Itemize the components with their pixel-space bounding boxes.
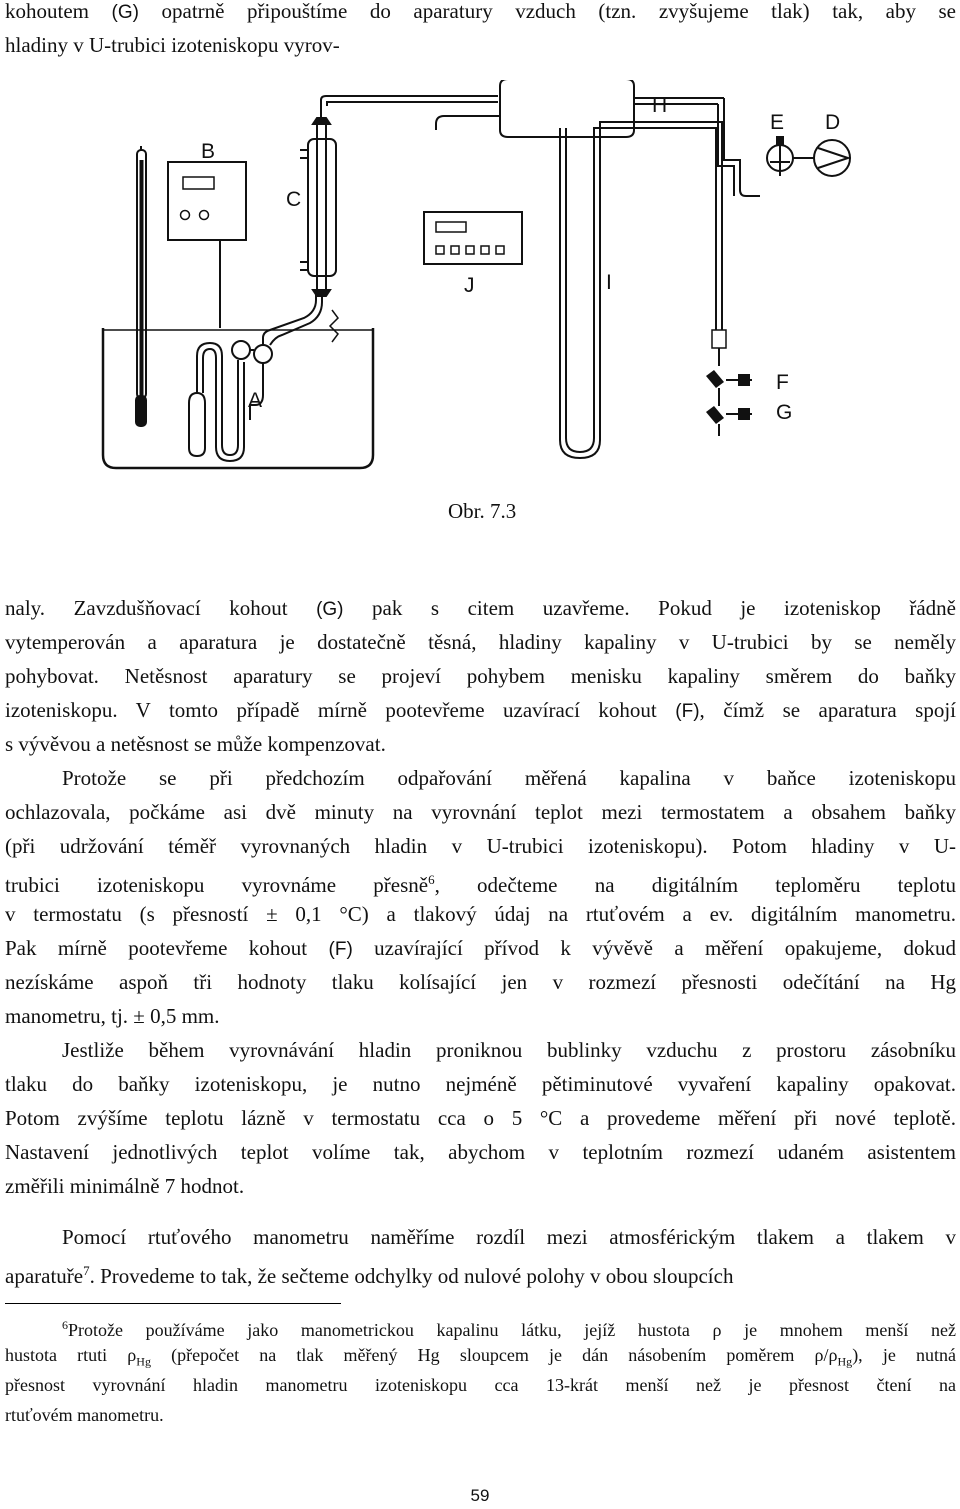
- para1-line-4: izoteniskopu. V tomto případě mírně pootevřeme uzavírací kohout (F), čímž se aparatura spojí: [5, 698, 956, 722]
- footnote-line-3: přesnost vyrovnání hladin manometru izoteniskopu cca 13-krát menší než je přesnost čtení na: [5, 1375, 956, 1395]
- mercury-manometer-i: [560, 122, 722, 458]
- para1-line-5: s vývěvou a netěsnost se může kompenzovat.: [5, 732, 386, 756]
- footnote-line-1: $^6$Protože používáme jako manometrickou kapalinu látku, jejíž hustota ρ je mnohem menší než: [62, 1318, 956, 1340]
- para2-line-6: Pak mírně pootevřeme kohout (F) uzavírající přívod k vývěvě a měření opakujeme, dokud: [5, 936, 956, 960]
- para4-line-1: Pomocí rtuťového manometru naměříme rozdíl mezi atmosférickým tlakem a tlakem v: [62, 1225, 956, 1249]
- label-c: C: [286, 188, 302, 211]
- para3-line-2: tlaku do baňky izoteniskopu, je nutno nejméně pětiminutové vyvaření kapaliny opakovat.: [5, 1072, 956, 1096]
- para2-line-4: trubici izoteniskopu vyrovnáme přesně$^6$, odečteme na digitálním teploměru teplotu: [5, 872, 956, 897]
- label-g: G: [776, 401, 793, 424]
- footnote-rule: [5, 1303, 341, 1304]
- para2-line-3: (při udržování téměř vyrovnaných hladin v U-trubici izoteniskopu). Potom hladiny v U-: [5, 834, 956, 858]
- top-text-line-1: kohoutem (G) opatrně připouštíme do aparatury vzduch (tzn. zvyšujeme tlak) tak, aby se: [5, 0, 956, 23]
- label-f: F: [776, 371, 789, 394]
- digital-manometer-j: [424, 212, 522, 264]
- para1-line-1: naly. Zavzdušňovací kohout (G) pak s citem uzavřeme. Pokud je izoteniskop řádně: [5, 596, 956, 620]
- valve-g: [706, 388, 752, 436]
- top-text-line-2: hladiny v U-trubici izoteniskopu vyrov-: [5, 33, 340, 57]
- footnote-line-4: rtuťovém manometru.: [5, 1405, 164, 1425]
- para2-line-8: manometru, tj. ± 0,5 mm.: [5, 1004, 220, 1028]
- valve-e: [767, 136, 793, 176]
- figure-caption: Obr. 7.3: [448, 499, 517, 523]
- label-d: D: [825, 111, 841, 134]
- break-mark: [330, 310, 338, 342]
- thermostat-controller-b: [168, 162, 246, 328]
- para2-line-2: ochlazovala, počkáme asi dvě minuty na vyrovnání teplot mezi termostatem a obsahem baňky: [5, 800, 956, 824]
- para2-line-5: v termostatu (s přesností ± 0,1 °C) a tlakový údaj na rtuťovém a ev. digitálním manometru.: [5, 902, 956, 926]
- para1-line-3: pohybovat. Netěsnost aparatury se projeví pohybem menisku kapaliny směrem do baňky: [5, 664, 956, 688]
- para2-line-7: nezískáme aspoň tři hodnoty tlaku kolísající jen v rozmezí přesnosti odečítání na Hg: [5, 970, 956, 994]
- thermometer: [135, 146, 147, 427]
- page-number: 59: [470, 1486, 490, 1505]
- valve-f: [706, 330, 752, 388]
- condenser-c: [300, 106, 336, 296]
- footnote-line-2: hustota rtuti $\rho_{Hg}$ (přepočet na tlak měřený Hg sloupcem je dán násobením poměrem $\rho/\rho_{Hg}$), je nutná: [5, 1345, 956, 1369]
- para2-line-1: Protože se při předchozím odpařování měřená kapalina v baňce izoteniskopu: [62, 766, 956, 790]
- para3-line-5: změřili minimálně 7 hodnot.: [5, 1174, 245, 1198]
- label-j: J: [464, 274, 475, 297]
- label-e: E: [770, 111, 785, 134]
- para3-line-4: Nastavení jednotlivých teplot volíme tak, abychom v teplotním rozmezí udaném asistentem: [5, 1140, 956, 1164]
- vacuum-pump-d: [793, 140, 850, 176]
- para4-line-2: aparatuře$^7$. Provedeme to tak, že sečteme odchylky od nulové polohy v obou sloupcích: [5, 1263, 734, 1288]
- label-b: B: [201, 140, 216, 163]
- label-h: H: [652, 94, 668, 117]
- isoteniscope-a: [189, 290, 322, 461]
- para1-line-2: vytemperován a aparatura je dostatečně těsná, hladiny kapaliny v U-trubici by se neměly: [5, 630, 956, 654]
- label-a: A: [248, 389, 263, 412]
- label-i: I: [606, 271, 612, 294]
- para3-line-1: Jestliže během vyrovnávání hladin proniknou bublinky vzduchu z prostoru zásobníku: [62, 1038, 956, 1062]
- reservoir-to-manometer: [438, 120, 500, 128]
- apparatus-diagram: [0, 80, 960, 480]
- para3-line-3: Potom zvýšíme teplotu lázně v termostatu cca o 5 °C a provedeme měření při nové teplotě.: [5, 1106, 956, 1130]
